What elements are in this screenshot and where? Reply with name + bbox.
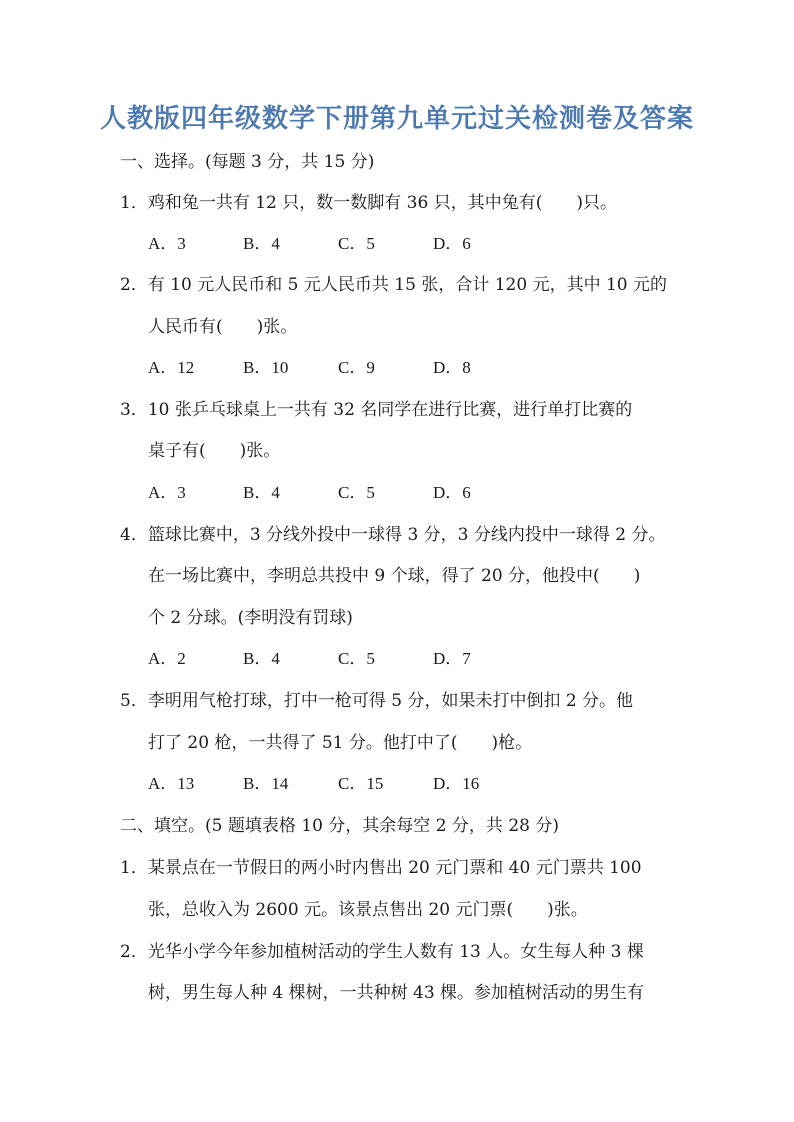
question-2-1-text: 1．某景点在一节假日的两小时内售出 20 元门票和 40 元门票共 100 xyxy=(120,858,642,878)
option-a: A．12 xyxy=(148,358,195,377)
section-2-heading: 二、填空。(5 题填表格 10 分，其余每空 2 分，共 28 分) xyxy=(120,816,559,836)
option-c: C．15 xyxy=(338,774,384,793)
question-1-5-text: 5．李明用气枪打球，打中一枪可得 5 分，如果未打中倒扣 2 分。他 xyxy=(120,691,634,711)
question-1-3-text: 3．10 张乒乓球桌上一共有 32 名同学在进行比赛，进行单打比赛的 xyxy=(120,400,633,420)
option-c: C．5 xyxy=(338,483,375,502)
option-d: D．16 xyxy=(433,774,480,793)
question-1-4-text-cont: 在一场比赛中，李明总共投中 9 个球，得了 20 分，他投中( ) xyxy=(148,566,641,586)
question-1-3-text-cont: 桌子有( )张。 xyxy=(148,441,281,461)
option-d: D．7 xyxy=(433,649,471,668)
question-1-1-options xyxy=(148,232,708,256)
question-1-2-options xyxy=(148,356,708,380)
option-d: D．6 xyxy=(433,483,471,502)
option-a: A．3 xyxy=(148,234,186,253)
question-1-4-text: 4．篮球比赛中，3 分线外投中一球得 3 分，3 分线内投中一球得 2 分。 xyxy=(120,525,666,545)
option-c: C．5 xyxy=(338,649,375,668)
section-1-heading: 一、选择。(每题 3 分，共 15 分) xyxy=(120,152,375,172)
question-1-2-text-cont: 人民币有( )张。 xyxy=(148,317,298,337)
question-1-3-options xyxy=(148,481,708,505)
question-1-4-options xyxy=(148,647,708,671)
option-c: C．5 xyxy=(338,234,375,253)
question-2-1-text-cont: 张，总收入为 2600 元。该景点售出 20 元门票( )张。 xyxy=(148,900,588,920)
option-a: A．3 xyxy=(148,483,186,502)
option-b: B．4 xyxy=(243,234,280,253)
page-title: 人教版四年级数学下册第九单元过关检测卷及答案 xyxy=(99,104,694,134)
question-2-2-text: 2．光华小学今年参加植树活动的学生人数有 13 人。女生每人种 3 棵 xyxy=(120,942,644,962)
question-1-2-text: 2．有 10 元人民币和 5 元人民币共 15 张，合计 120 元，其中 10 元的 xyxy=(120,275,668,295)
option-b: B．14 xyxy=(243,774,289,793)
option-c: C．9 xyxy=(338,358,375,377)
question-1-5-text-cont: 打了 20 枪，一共得了 51 分。他打中了( )枪。 xyxy=(148,733,533,753)
option-d: D．8 xyxy=(433,358,471,377)
question-1-4-text-cont-2: 个 2 分球。(李明没有罚球) xyxy=(148,608,353,628)
option-b: B．10 xyxy=(243,358,289,377)
option-b: B．4 xyxy=(243,649,280,668)
option-d: D．6 xyxy=(433,234,471,253)
question-1-5-options xyxy=(148,772,708,796)
option-b: B．4 xyxy=(243,483,280,502)
option-a: A．2 xyxy=(148,649,186,668)
question-1-1-text: 1．鸡和兔一共有 12 只，数一数脚有 36 只，其中兔有( )只。 xyxy=(120,193,617,213)
option-a: A．13 xyxy=(148,774,195,793)
question-2-2-text-cont: 树，男生每人种 4 棵树，一共种树 43 棵。参加植树活动的男生有 xyxy=(148,983,645,1003)
